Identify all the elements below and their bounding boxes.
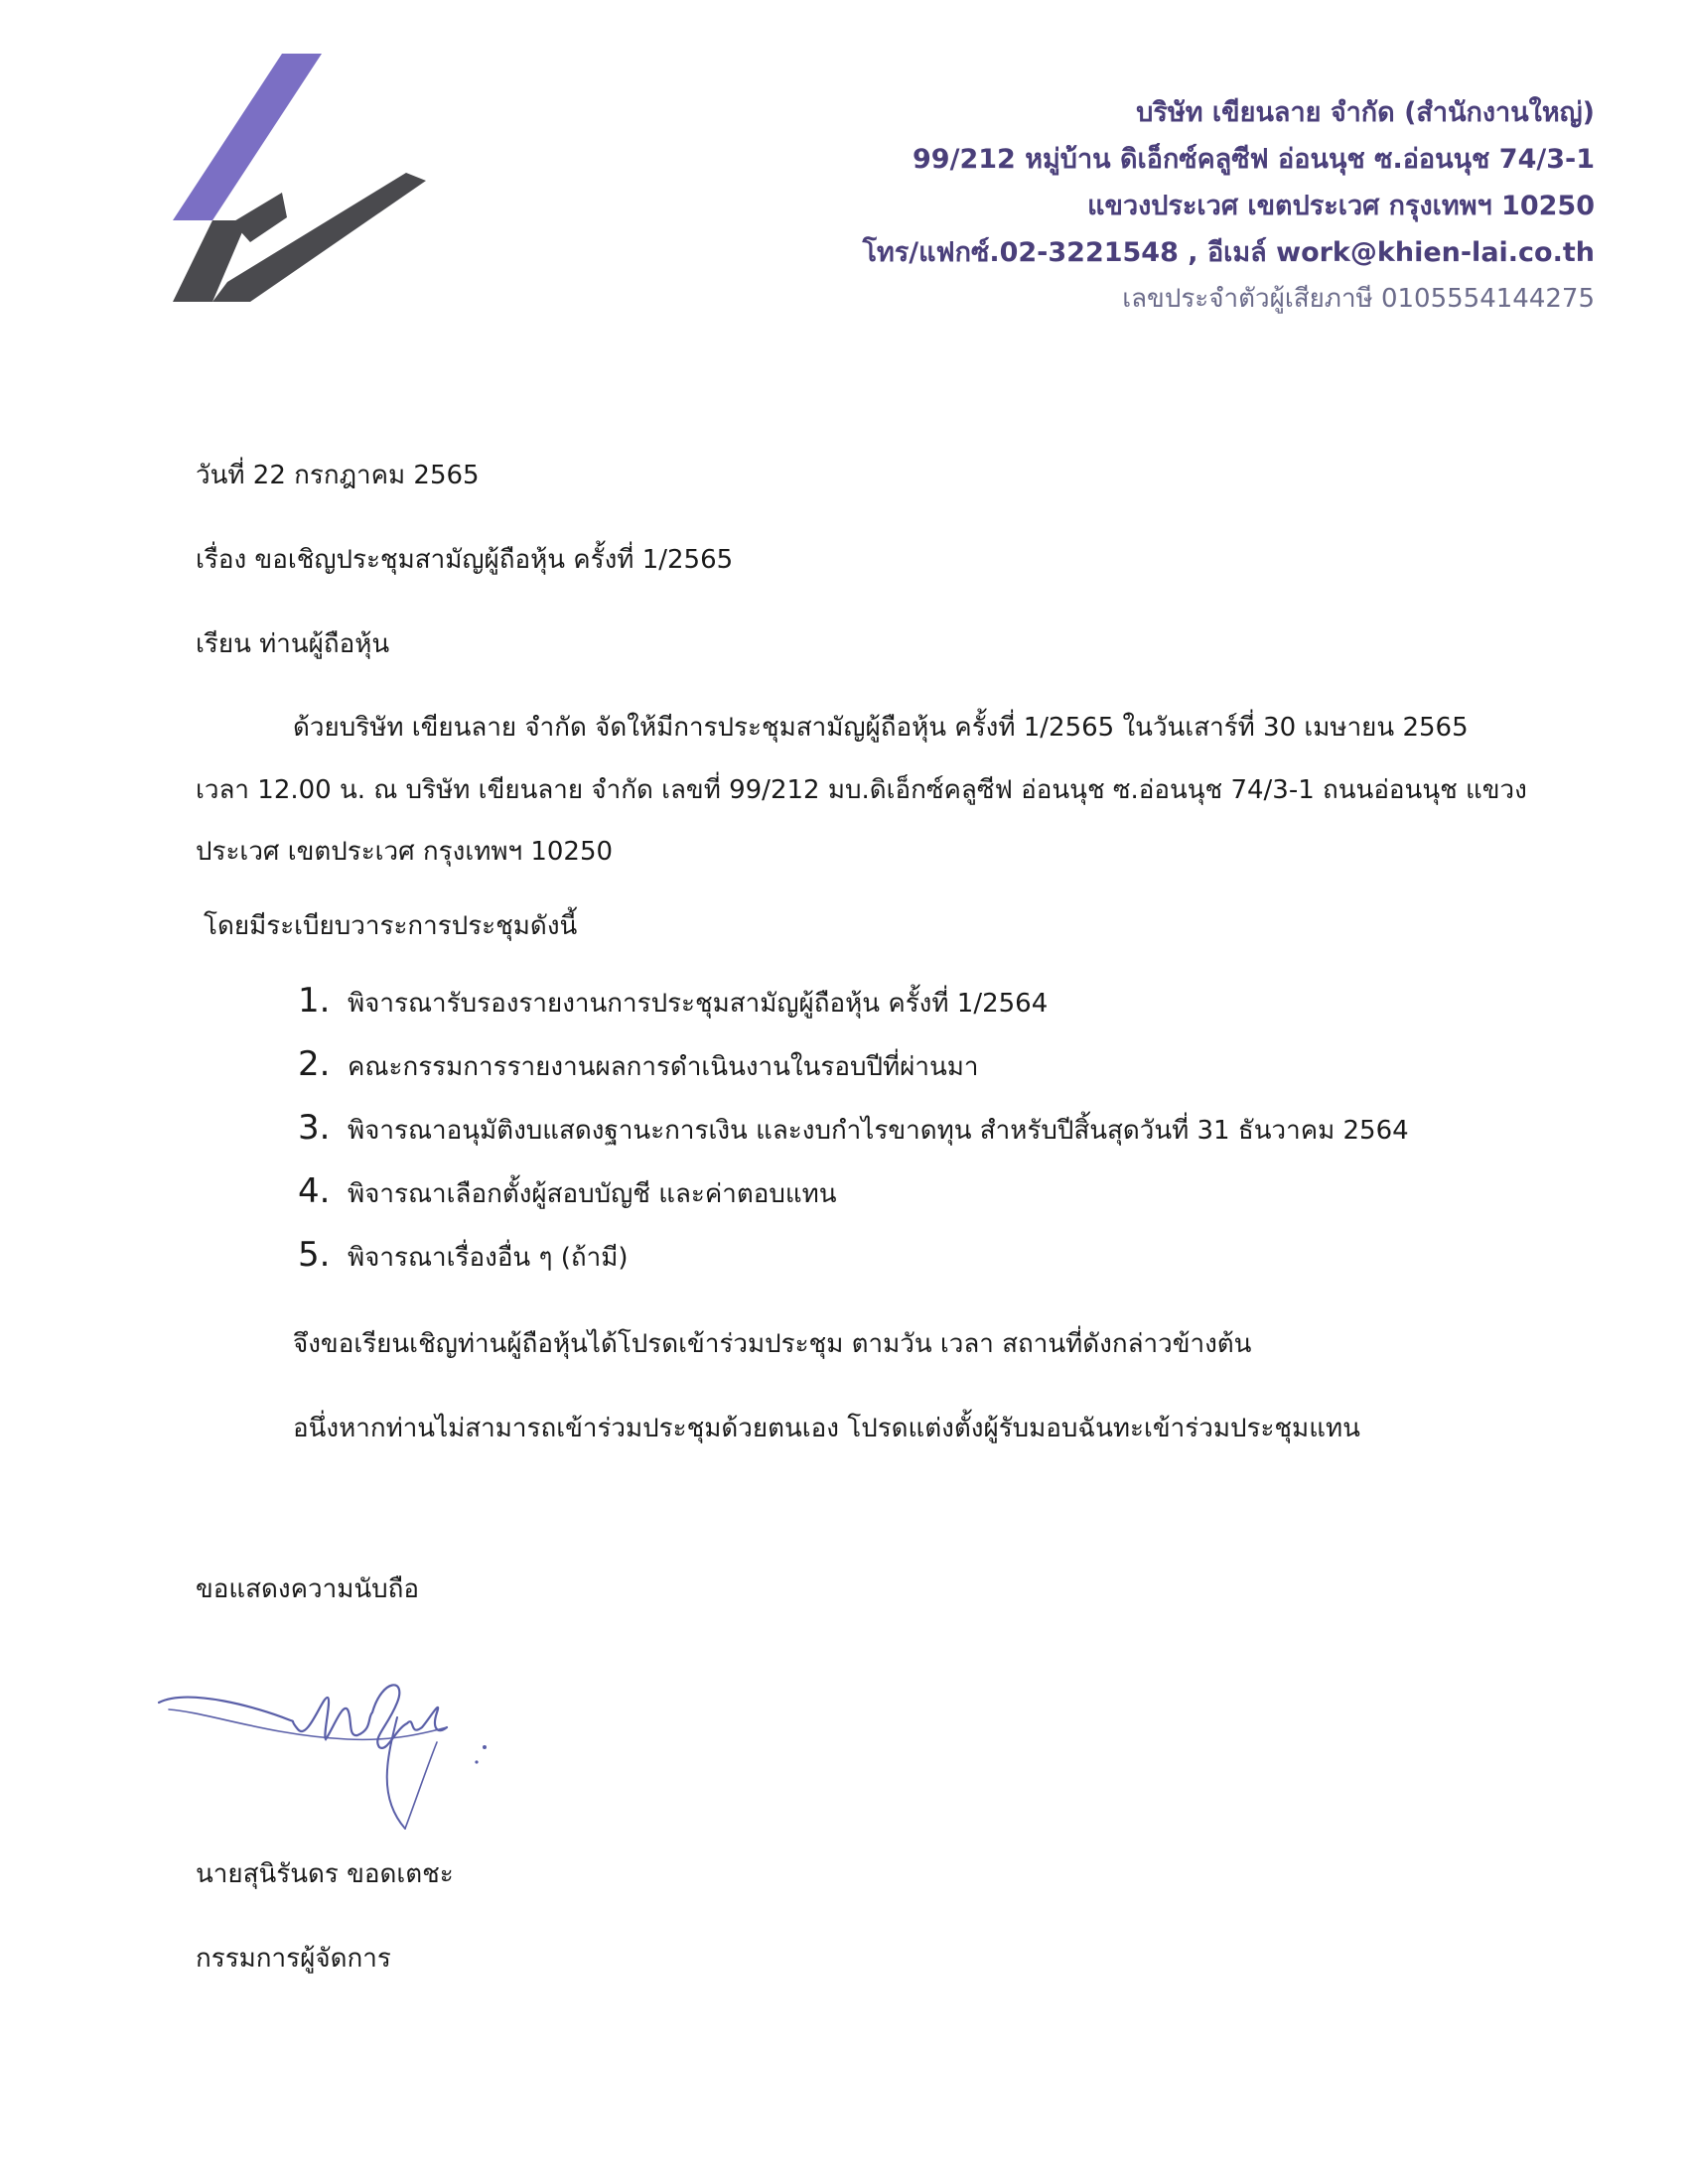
- signer-name: นายสุนิรันดร ขอดเตชะ: [196, 1859, 454, 1889]
- agenda-item: [298, 1044, 978, 1087]
- closing-paragraph-2: อนึ่งหากท่านไม่สามารถเข้าร่วมประชุมด้วยตนเอง โปรดแต่งตั้งผู้รับมอบฉันทะเข้าร่วมประชุมแทน: [293, 1414, 1360, 1443]
- company-name: บริษัท เขียนลาย จำกัด (สำนักงานใหญ่): [1136, 97, 1595, 128]
- company-logo: [173, 54, 431, 302]
- agenda-item: [298, 981, 1048, 1024]
- agenda-text: คณะกรรมการรายงานผลการดำเนินงานในรอบปีที่ผ่านมา: [348, 1052, 979, 1082]
- signature-stroke: [405, 1742, 437, 1829]
- subject-line: เรื่อง ขอเชิญประชุมสามัญผู้ถือหุ้น ครั้งที่ 1/2565: [196, 545, 734, 575]
- body-line-2: เวลา 12.00 น. ณ บริษัท เขียนลาย จำกัด เลขที่ 99/212 มบ.ดิเอ็กซ์คลูซีฟ อ่อนนุช ซ.อ่อนนุช 74/3-1 ถนนอ่อนนุช แขวง: [196, 775, 1527, 805]
- company-address-line1: 99/212 หมู่บ้าน ดิเอ็กซ์คลูซีฟ อ่อนนุช ซ.อ่อนนุช 74/3-1: [913, 144, 1595, 175]
- agenda-item: [298, 1235, 628, 1278]
- sign-off: ขอแสดงความนับถือ: [196, 1574, 419, 1604]
- signature-dot: [475, 1760, 478, 1763]
- company-contact: โทร/แฟกซ์.02-3221548 , อีเมล์ work@khien-lai.co.th: [862, 237, 1595, 268]
- agenda-intro: โดยมีระเบียบวาระการประชุมดังนี้: [204, 911, 578, 941]
- agenda-number: 5.: [298, 1235, 331, 1275]
- agenda-text: พิจารณาเรื่องอื่น ๆ (ถ้ามี): [348, 1243, 629, 1273]
- signature-stroke: [159, 1685, 447, 1748]
- company-header: [862, 89, 1595, 323]
- date-line: วันที่ 22 กรกฎาคม 2565: [196, 461, 480, 490]
- logo-gray-shape-right: [212, 173, 426, 302]
- company-tax-id: เลขประจำตัวผู้เสียภาษี 0105554144275: [1122, 284, 1595, 314]
- agenda-item: [298, 1108, 1409, 1151]
- agenda-text: พิจารณาเลือกตั้งผู้สอบบัญชี และค่าตอบแทน: [348, 1179, 837, 1209]
- closing-paragraph-1: จึงขอเรียนเชิญท่านผู้ถือหุ้นได้โปรดเข้าร่วมประชุม ตามวัน เวลา สถานที่ดังกล่าวข้างต้น: [293, 1329, 1252, 1359]
- agenda-number: 4.: [298, 1171, 331, 1211]
- agenda-number: 2.: [298, 1044, 331, 1084]
- agenda-number: 3.: [298, 1108, 331, 1148]
- salutation: เรียน ท่านผู้ถือหุ้น: [196, 629, 390, 659]
- body-line-1: ด้วยบริษัท เขียนลาย จำกัด จัดให้มีการประชุมสามัญผู้ถือหุ้น ครั้งที่ 1/2565 ในวันเสาร์ที่ 30 เมษายน 2565: [293, 713, 1469, 743]
- signature-image: [149, 1658, 526, 1837]
- signature-dot: [483, 1745, 487, 1749]
- signer-title: กรรมการผู้จัดการ: [196, 1944, 391, 1974]
- agenda-text: พิจารณาอนุมัติงบแสดงฐานะการเงิน และงบกำไรขาดทุน สำหรับปีสิ้นสุดวันที่ 31 ธันวาคม 2564: [348, 1116, 1409, 1146]
- agenda-text: พิจารณารับรองรายงานการประชุมสามัญผู้ถือหุ้น ครั้งที่ 1/2564: [348, 989, 1049, 1019]
- agenda-item: [298, 1171, 837, 1214]
- agenda-number: 1.: [298, 981, 331, 1021]
- logo-purple-shape: [173, 54, 322, 220]
- body-line-3: ประเวศ เขตประเวศ กรุงเทพฯ 10250: [196, 837, 614, 867]
- company-address-line2: แขวงประเวศ เขตประเวศ กรุงเทพฯ 10250: [1087, 191, 1595, 221]
